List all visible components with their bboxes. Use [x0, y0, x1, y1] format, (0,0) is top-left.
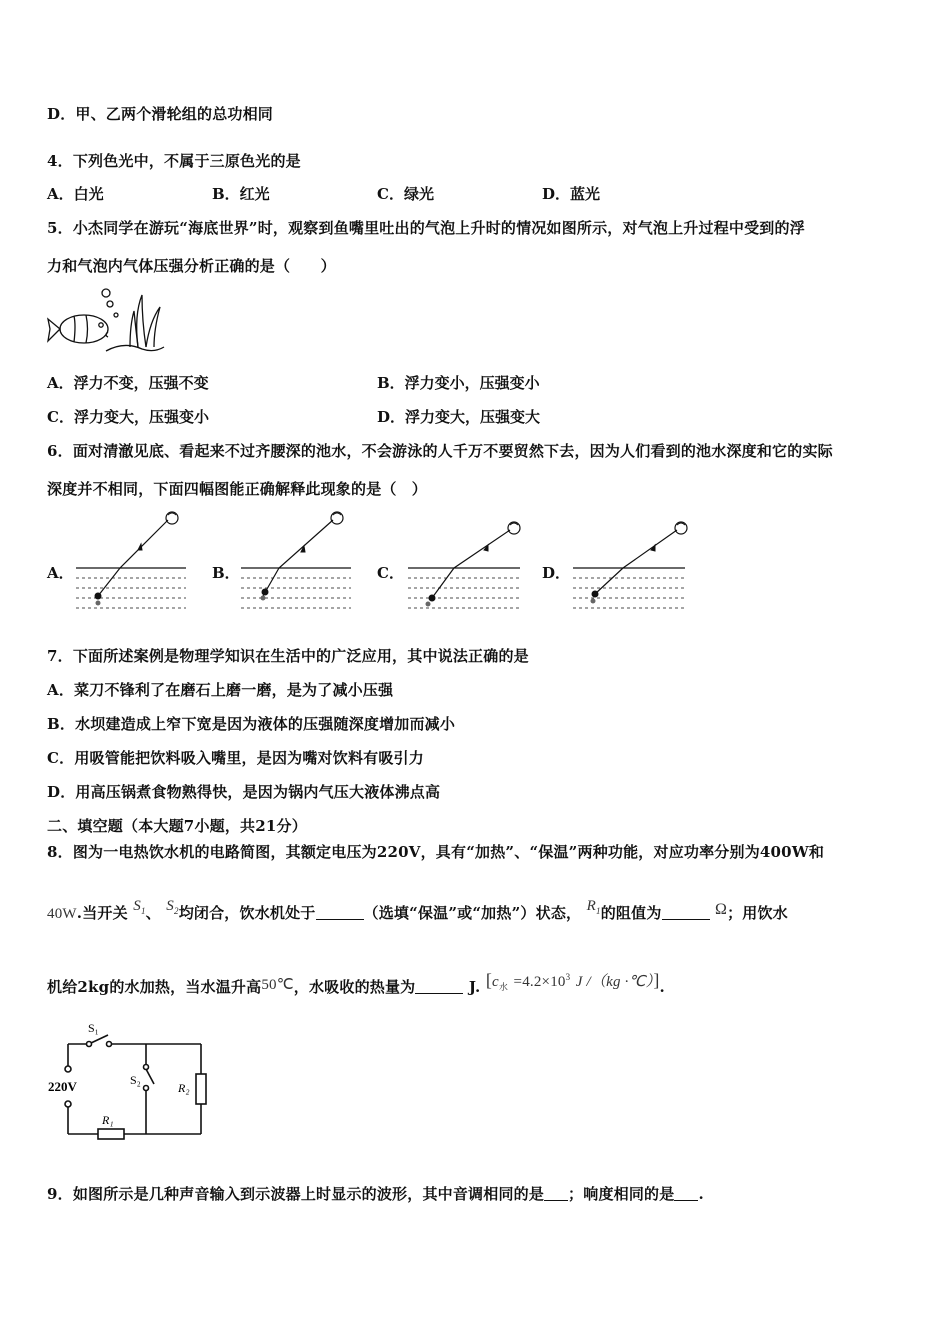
q4-option-c: C．绿光: [377, 185, 434, 203]
q6-label-c: C．: [377, 564, 404, 582]
q4-option-b: B．红光: [212, 185, 270, 203]
q7-stem: 7．下面所述案例是物理学知识在生活中的广泛应用，其中说法正确的是: [47, 647, 529, 665]
fish-bubbles-figure: [46, 285, 166, 357]
q5-stem-line1: 5．小杰同学在游玩“海底世界”时，观察到鱼嘴里吐出的气泡上升时的情况如图所示，对气泡上升过程中受到的浮: [47, 219, 805, 237]
q7-option-b: B．水坝建造成上窄下宽是因为液体的压强随深度增加而减小: [47, 715, 456, 733]
q8-temp: 50℃: [261, 977, 294, 993]
q9-text-c: .: [698, 1185, 704, 1203]
circuit-diagram: [46, 1018, 216, 1144]
q9-line: [47, 1183, 704, 1204]
q8-power-low: 40W: [47, 906, 77, 922]
refraction-figure-a: [72, 508, 190, 613]
q9-text-a: 9．如图所示是几种声音输入到示波器上时显示的波形，其中音调相同的是: [47, 1185, 545, 1203]
q9-blank-pitch[interactable]: [544, 1185, 568, 1201]
refraction-figure-d: [567, 508, 692, 613]
q7-option-a: A．菜刀不锋利了在磨石上磨一磨，是为了减小压强: [47, 681, 394, 699]
q8-s1: $S_1$: [133, 898, 146, 916]
q6-label-b: B．: [212, 564, 240, 582]
circuit-label-s1: S₁: [88, 1021, 99, 1035]
q5-option-d: D．浮力变大，压强变大: [377, 408, 541, 426]
q6-label-a: A．: [47, 564, 74, 582]
q4-stem: 4．下列色光中，不属于三原色光的是: [47, 152, 301, 170]
q9-text-b: ；响度相同的是: [568, 1185, 675, 1203]
q8-ohm: Ω: [714, 901, 728, 918]
q8-c-sym: $c_水$: [492, 974, 509, 992]
circuit-label-r2: R₂: [178, 1081, 190, 1095]
q8-line3: [47, 970, 665, 999]
q5-stem-line2: 力和气泡内气体压强分析正确的是（ ）: [47, 257, 336, 275]
q8-s2: $S_2$: [166, 898, 179, 916]
q6-stem-line2: 深度并不相同，下面四幅图能正确解释此现象的是（ ）: [47, 480, 428, 498]
q8-line1: 8．图为一电热饮水机的电路简图，其额定电压为220V，具有“加热”、“保温”两种功能，对应功率分别为400W和: [47, 843, 825, 861]
q8-text-when: .当开关: [76, 904, 128, 922]
q8-line2: [47, 898, 788, 924]
q8-text-heat: 机给2kg的水加热，当水温升高: [47, 978, 262, 996]
q6-label-d: D．: [542, 564, 571, 582]
q7-option-d: D．用高压锅煮食物熟得快，是因为锅内气压大液体沸点高: [47, 783, 441, 801]
circuit-label-s2: S₂: [130, 1073, 141, 1087]
q8-blank-state[interactable]: [316, 904, 364, 920]
q8-text-heat2: ，水吸收的热量为: [293, 978, 416, 996]
refraction-figure-c: [402, 508, 527, 613]
q8-r1: $R_1$: [586, 898, 601, 916]
q4-option-d: D．蓝光: [542, 185, 601, 203]
q8-c-unit: J /（kg ·℃）: [575, 974, 654, 990]
q8-c-value: $=4.2\times 10^3$: [513, 972, 571, 990]
section-title: 二、填空题（本大题7小题，共21分）: [47, 817, 307, 835]
circuit-label-voltage: 220V: [48, 1079, 77, 1094]
q8-bracket-left: [: [485, 970, 493, 990]
q8-unit-j: J.: [468, 978, 481, 996]
q5-option-c: C．浮力变大，压强变小: [47, 408, 209, 426]
q8-blank-resistance[interactable]: [662, 904, 710, 920]
q5-option-a: A．浮力不变，压强不变: [47, 374, 209, 392]
q8-text-closed: 均闭合，饮水机处于: [178, 904, 316, 922]
refraction-figure-b: [237, 508, 355, 613]
q8-end: .: [659, 978, 665, 996]
q4-option-a: A．白光: [47, 185, 104, 203]
q7-option-c: C．用吸管能把饮料吸入嘴里，是因为嘴对饮料有吸引力: [47, 749, 424, 767]
q8-text-resistance: 的阻值为: [600, 904, 662, 922]
q8-text-then: ；用饮水: [727, 904, 788, 922]
q8-text-and: 、: [145, 904, 161, 922]
q8-text-choice: （选填“保温”或“加热”）状态，: [363, 904, 582, 922]
q5-option-b: B．浮力变小，压强变小: [377, 374, 540, 392]
q3-option-d: D．甲、乙两个滑轮组的总功相同: [47, 105, 274, 123]
circuit-label-r1: R₁: [102, 1113, 114, 1127]
q8-blank-heat[interactable]: [415, 978, 463, 994]
q8-bracket-right: ]: [653, 970, 660, 990]
q9-blank-loudness[interactable]: [674, 1185, 698, 1201]
q6-stem-line1: 6．面对清澈见底、看起来不过齐腰深的池水，不会游泳的人千万不要贸然下去，因为人们看到的池水深度和它的实际: [47, 442, 833, 460]
